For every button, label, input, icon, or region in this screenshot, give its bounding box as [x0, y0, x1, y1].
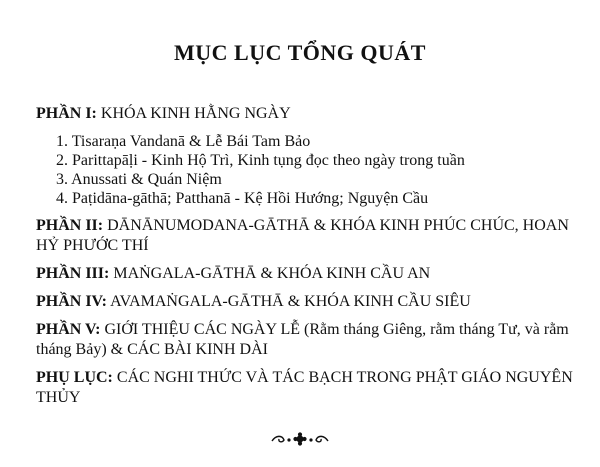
toc-section-part-3: [36, 264, 576, 284]
list-item: 3. Anussati & Quán Niệm: [56, 171, 222, 188]
page-title: MỤC LỤC TỔNG QUÁT: [174, 40, 426, 65]
section-label: PHẦN IV:: [36, 293, 107, 310]
section-title: CÁC NGHI THỨC VÀ TÁC BẠCH TRONG PHẬT GIÁO NGUYÊN THỦY: [36, 369, 573, 406]
list-item: 2. Parittapāḷi - Kinh Hộ Trì, Kinh tụng đọc theo ngày trong tuần: [56, 152, 465, 169]
section-title: GIỚI THIỆU CÁC NGÀY LỄ (Rằm tháng Giêng, rằm tháng Tư, và rằm tháng Bảy) & CÁC BÀI KINH DÀI: [36, 321, 569, 358]
ornament-svg: [270, 432, 330, 446]
section-title: DĀNĀNUMODANA-GĀTHĀ & KHÓA KINH PHÚC CHÚC, HOAN HỶ PHƯỚC THÍ: [36, 217, 569, 254]
section-label: PHẦN V:: [36, 321, 101, 338]
toc-section-appendix: [36, 368, 576, 408]
section-title: MAṄGALA-GĀTHĀ & KHÓA KINH CẦU AN: [109, 265, 431, 282]
toc-section-part-2: [36, 216, 576, 256]
section-title: KHÓA KINH HẰNG NGÀY: [96, 105, 291, 122]
table-of-contents: [36, 104, 576, 416]
part-1-sublist: [36, 132, 576, 208]
section-title: AVAMAṄGALA-GĀTHĀ & KHÓA KINH CẦU SIÊU: [106, 293, 471, 310]
floral-ornament-icon: [0, 432, 600, 451]
section-label: PHẦN III:: [36, 265, 110, 282]
section-label: PHẦN II:: [36, 217, 104, 234]
section-label: PHẦN I:: [36, 105, 97, 122]
list-item: 4. Paṭidāna-gāthā; Patthanā - Kệ Hồi Hướng; Nguyện Cầu: [56, 190, 429, 207]
toc-section-part-4: [36, 292, 576, 312]
toc-section-part-5: [36, 320, 576, 360]
toc-section-part-1: [36, 104, 576, 124]
list-item: 1. Tisaraṇa Vandanā & Lễ Bái Tam Bảo: [56, 133, 311, 150]
section-label: PHỤ LỤC:: [36, 369, 113, 386]
